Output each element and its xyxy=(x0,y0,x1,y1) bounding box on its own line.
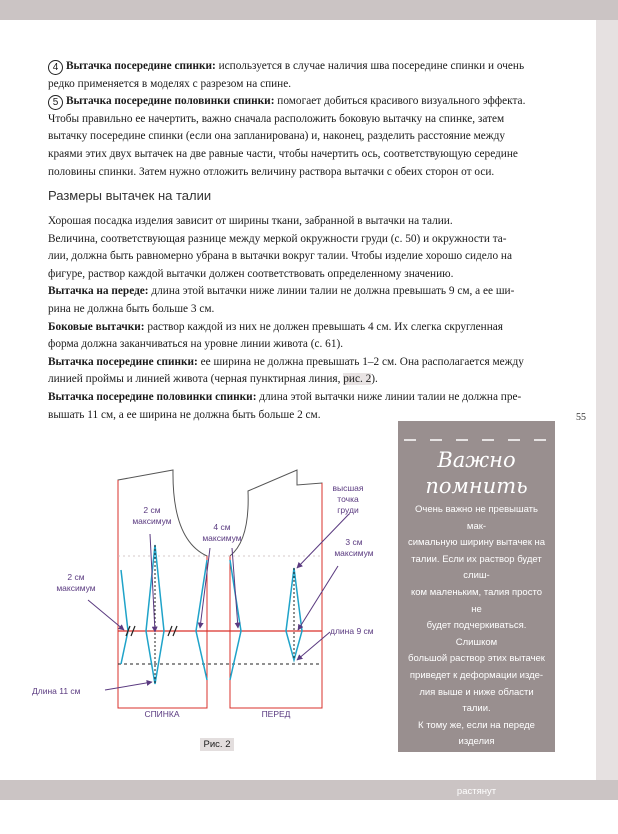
label-left-2cm-line2: максимум xyxy=(56,583,96,593)
top-paragraphs xyxy=(48,58,556,181)
back-piece-outline xyxy=(118,470,207,708)
front-red-frame xyxy=(230,483,322,708)
label-bust-line2: точка xyxy=(337,494,359,504)
arrow-side-4cm-a xyxy=(200,548,210,628)
item-number-4: 4 xyxy=(48,60,63,75)
back-red-frame xyxy=(118,480,207,708)
arrow-len11 xyxy=(105,682,152,690)
section-heading: Размеры вытачек на талии xyxy=(48,188,212,203)
back-dart-paragraph: Вытачка посередине спинки: ее ширина не должна превышать 1–2 см. Она располагается между линией проймы и линией живота (черная пунктирная линия, рис. 2). xyxy=(48,355,524,386)
pattern-diagram xyxy=(0,450,396,735)
label-left-2cm-line1: 2 см xyxy=(67,572,85,582)
arrow-bust xyxy=(297,514,349,568)
back-center-dart xyxy=(121,570,128,664)
page-number: 55 xyxy=(576,412,586,423)
label-length-11cm: Длина 11 см xyxy=(32,686,81,696)
front-side-edge xyxy=(230,560,241,680)
dashed-rule xyxy=(398,439,555,441)
top-decor-bar xyxy=(0,0,618,20)
label-back-piece: СПИНКА xyxy=(144,709,180,719)
label-front-piece: ПЕРЕД xyxy=(261,709,291,719)
item-number-5: 5 xyxy=(48,95,63,110)
right-margin-strip xyxy=(596,20,618,780)
arrow-side-4cm-b xyxy=(232,548,238,628)
arrow-len9 xyxy=(297,632,330,660)
intro-paragraph: Хорошая посадка изделия зависит от ширины ткани, забранной в вытачки на талии. Величина, соответствующая разнице между меркой окружности груди (с. 50) и окружности та- лии, должна быть равномерно убрана в вытачки вокруг талии. Чтобы изделие хорошо сидело на фигуре, раствор каждой вытачки должен соответствовать определенному значению. xyxy=(48,215,512,280)
figure-caption: Рис. 2 xyxy=(200,738,234,751)
note-body: Очень важно не превышать мак- симальную ширину вытачек на талии. Если их раствор будет слиш- ком маленьким, талия просто не будет подчеркиваться. Слишком большой раствор этих вытачек приведет к деформации изде- лия выше и ниже области талии. К тому же, если на переде изделия предусмотрена застежка, чрез- мерно широкие вытачки растянут ее в разные стороны и полочка будет выглядеть некрасиво. xyxy=(407,504,546,831)
term: Вытачка посередине спинки: xyxy=(66,60,216,72)
arrow-front-3cm xyxy=(298,566,338,630)
half-back-dart-paragraph: Вытачка посередине половинки спинки: длина этой вытачки ниже линии талии не должна пре- вышать 11 см, а ее ширина не должна быть больше 2 см. xyxy=(48,390,522,421)
label-side-4cm-line1: 4 см xyxy=(213,522,231,532)
para-item-4: 4 Вытачка посередине спинки: используется в случае наличия шва посередине спинки и очень редко применяется в моделях с разрезом на спине. xyxy=(48,60,525,90)
important-note-box xyxy=(398,421,555,831)
note-title: Важно помнить xyxy=(425,448,528,498)
front-dart-paragraph: Вытачка на переде: длина этой вытачки ниже линии талии не должна превышать 9 см, а ее ши- рина не должна быть больше 3 см. xyxy=(48,285,515,315)
body-text xyxy=(48,213,556,424)
label-front-3cm-line1: 3 см xyxy=(345,537,363,547)
label-back-2cm-line1: 2 см xyxy=(143,505,161,515)
label-bust-line3: груди xyxy=(337,505,359,515)
arrow-left-2cm xyxy=(88,600,124,630)
term: Вытачка посередине половинки спинки: xyxy=(66,95,275,108)
label-front-3cm-line2: максимум xyxy=(334,548,374,558)
para-item-5: 5 Вытачка посередине половинки спинки: помогает добиться красивого визуального эффекта. Чтобы правильно ее начертить, важно сначала расположить боковую вытачку на спинке, затем вытачку посередине спинки (если она запланирована) и, наконец, разделить расстояние между краями этих двух вытачек на две равные части, чтобы начертить ось, соответствующую середине половины спинки. Затем нужно отложить величину раствора вытачки с обеих сторон от оси. xyxy=(48,95,526,178)
figure-reference: рис. 2 xyxy=(343,373,372,386)
front-piece-outline xyxy=(230,470,322,708)
side-dart-paragraph: Боковые вытачки: раствор каждой из них не должен превышать 4 см. Их слегка скругленная форма должна заканчиваться на уровне линии живота (с. 61). xyxy=(48,320,503,351)
label-back-2cm-line2: максимум xyxy=(132,516,172,526)
label-bust-line1: высшая xyxy=(332,483,364,493)
label-length-9cm: длина 9 см xyxy=(330,626,374,636)
label-side-4cm-line2: максимум xyxy=(202,533,242,543)
